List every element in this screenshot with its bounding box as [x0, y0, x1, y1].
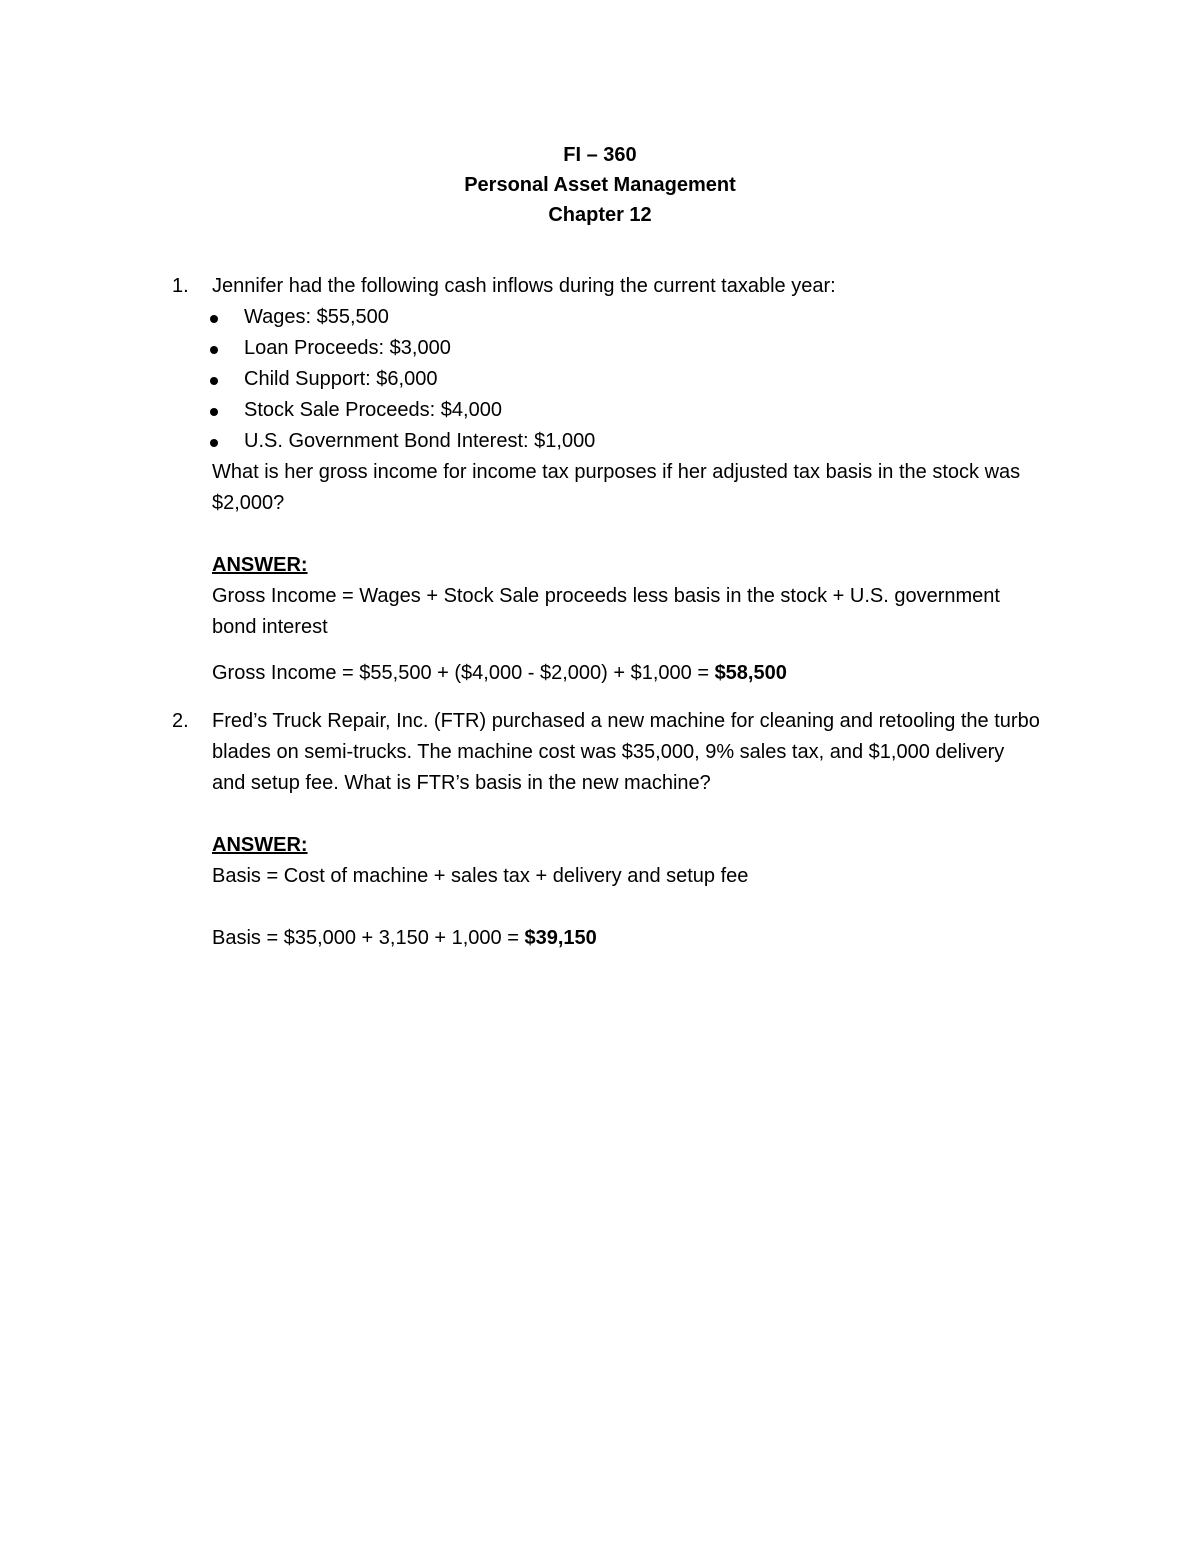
bullet-icon	[210, 346, 218, 354]
question-2-prompt-row	[172, 706, 1042, 799]
answer-formula: Gross Income = Wages + Stock Sale proceeds less basis in the stock + U.S. government bond interest	[212, 585, 1000, 638]
question-2-number: 2.	[172, 710, 189, 732]
course-code: FI – 360	[563, 144, 637, 166]
answer-label: ANSWER:	[212, 554, 308, 576]
answer-calculation: Basis = $35,000 + 3,150 + 1,000 = $39,150	[212, 927, 597, 949]
question-1-number: 1.	[172, 275, 189, 297]
answer-result: $39,150	[524, 927, 597, 949]
bullet-icon	[210, 439, 218, 447]
answer-calculation: Gross Income = $55,500 + ($4,000 - $2,000) + $1,000 = $58,500	[212, 662, 787, 684]
question-2	[172, 706, 1042, 954]
question-1-answer-block	[172, 550, 1042, 689]
list-item: U.S. Government Bond Interest: $1,000	[244, 426, 1042, 457]
document-header	[0, 140, 1200, 230]
answer-label: ANSWER:	[212, 834, 308, 856]
list-item: Wages: $55,500	[244, 302, 1042, 333]
cash-inflows-list	[172, 302, 1042, 457]
chapter-label: Chapter 12	[548, 204, 652, 226]
bullet-icon	[210, 377, 218, 385]
bullet-icon	[210, 315, 218, 323]
question-1-prompt-row	[172, 271, 1042, 302]
question-2-answer-block	[172, 830, 1042, 954]
answer-formula: Basis = Cost of machine + sales tax + delivery and setup fee	[212, 865, 749, 887]
bullet-icon	[210, 408, 218, 416]
question-1-question: What is her gross income for income tax purposes if her adjusted tax basis in the stock was $2,000?	[212, 461, 1021, 514]
question-2-prompt: Fred’s Truck Repair, Inc. (FTR) purchased a new machine for cleaning and retooling the turbo blades on semi-trucks. The machine cost was $35,000, 9% sales tax, and $1,000 delivery and setup fee. What is FTR’s basis in the new machine?	[212, 710, 1040, 794]
document-title: Personal Asset Management	[464, 174, 736, 196]
question-1	[172, 271, 1042, 689]
list-item: Child Support: $6,000	[244, 364, 1042, 395]
list-item: Loan Proceeds: $3,000	[244, 333, 1042, 364]
answer-result: $58,500	[714, 662, 787, 684]
list-item: Stock Sale Proceeds: $4,000	[244, 395, 1042, 426]
question-1-prompt: Jennifer had the following cash inflows during the current taxable year:	[212, 275, 836, 297]
